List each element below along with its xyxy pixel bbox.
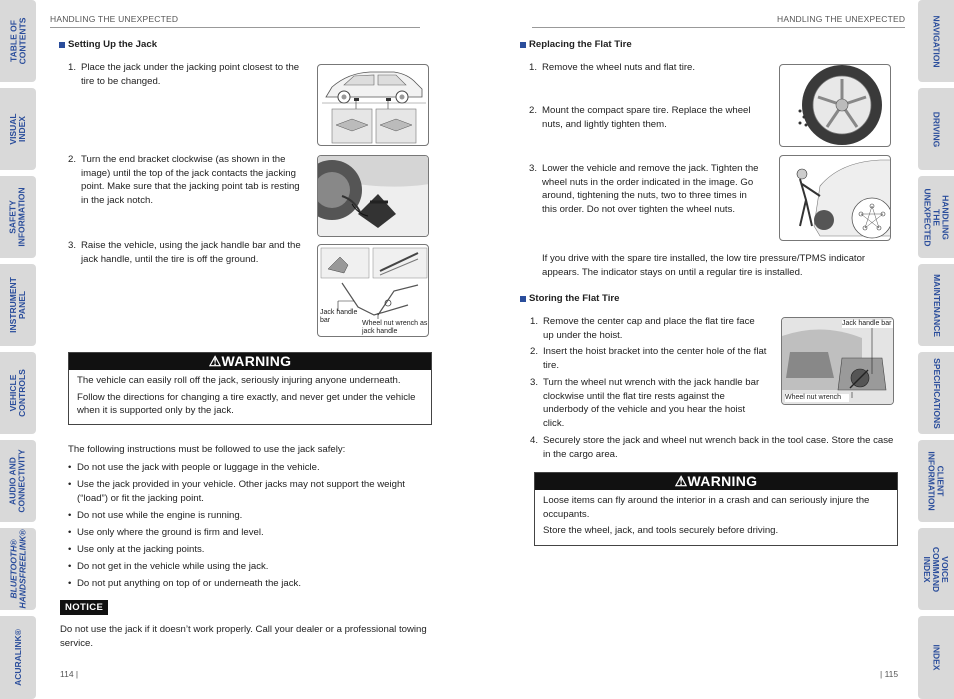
tab-vehicle-controls[interactable]: VEHICLE CONTROLS	[0, 352, 36, 434]
tab-acuralink[interactable]: ACURALINK®	[0, 616, 36, 699]
tab-safety-information[interactable]: SAFETY INFORMATION	[0, 176, 36, 258]
warning-line: Store the wheel, jack, and tools securely before driving.	[543, 525, 779, 536]
notice-text: Do not use the jack if it doesn’t work properly. Call your dealer or a professional towing service.	[60, 624, 427, 649]
jack-step-3: 3. Raise the vehicle, using the jack handle bar and the jack handle, until the tire is off the ground.	[68, 240, 301, 265]
running-head-right: HANDLING THE UNEXPECTED	[777, 14, 906, 24]
label-jack-handle-bar: Jack handle bar	[320, 309, 358, 324]
warning-line: The vehicle can easily roll off the jack, seriously injuring anyone underneath.	[77, 375, 401, 386]
section-marker-icon	[520, 296, 526, 302]
section-title-storing-flat-tire: Storing the Flat Tire	[520, 293, 619, 304]
tab-maintenance[interactable]: MAINTENANCE	[918, 264, 954, 346]
tab-specifications[interactable]: SPECIFICATIONS	[918, 352, 954, 434]
figure-jack-handle	[317, 244, 429, 337]
head-rule-right	[532, 27, 905, 28]
jack-safety-intro: The following instructions must be followed to use the jack safely:	[68, 444, 346, 455]
tab-driving[interactable]: DRIVING	[918, 88, 954, 170]
right-chapter-tabs	[918, 0, 954, 699]
tab-handling-the-unexpected[interactable]: HANDLING THE UNEXPECTED	[918, 176, 954, 258]
warning-heading: ⚠WARNING	[69, 353, 431, 370]
notice-badge: NOTICE	[60, 600, 108, 615]
warning-heading: ⚠WARNING	[535, 473, 897, 490]
tightening-illustration	[780, 156, 891, 241]
label-wheel-nut-wrench: Wheel nut wrench	[785, 394, 849, 402]
page-number-left: 114 |	[60, 669, 79, 679]
figure-tighten-nuts	[779, 155, 891, 241]
figure-jacking-points	[317, 64, 429, 146]
section-marker-icon	[520, 42, 526, 48]
warning-box-loose-items	[534, 472, 898, 546]
car-jacking-illustration	[318, 65, 429, 146]
tab-client-information[interactable]: CLIENT INFORMATION	[918, 440, 954, 522]
jack-step-2: 2. Turn the end bracket clockwise (as shown in the image) until the top of the jack contacts the jacking point. Make sure that the jacking point tab is resting in the jack notch.	[68, 154, 300, 206]
replace-step-1: 1. Remove the wheel nuts and flat tire.	[529, 62, 696, 73]
figure-jack-bracket	[317, 155, 429, 237]
label-jack-handle-bar: Jack handle bar	[842, 320, 894, 328]
jack-bracket-illustration	[318, 156, 429, 237]
tab-visual-index[interactable]: VISUAL INDEX	[0, 88, 36, 170]
tab-navigation[interactable]: NAVIGATION	[918, 0, 954, 82]
label-wheel-nut-wrench: Wheel nut wrench as jack handle	[362, 320, 428, 335]
store-step-1: 1. Remove the center cap and place the flat tire face up under the hoist.	[530, 316, 755, 341]
running-head-left: HANDLING THE UNEXPECTED	[50, 14, 179, 24]
tab-voice-command-index[interactable]: VOICE COMMAND INDEX	[918, 528, 954, 610]
tab-bluetooth-handsfreelink[interactable]: BLUETOOTH® HANDSFREELINK®	[0, 528, 36, 610]
tab-table-of-contents[interactable]: TABLE OF CONTENTS	[0, 0, 36, 82]
list-item: • Do not use while the engine is running.	[68, 509, 432, 523]
store-step-4: 4. Securely store the jack and wheel nut wrench back in the tool case. Store the case in the cargo area.	[530, 435, 894, 460]
store-step-2: 2. Insert the hoist bracket into the center hole of the flat tire.	[530, 346, 767, 371]
section-marker-icon	[59, 42, 65, 48]
section-title-setting-up-jack: Setting Up the Jack	[59, 39, 157, 50]
tab-instrument-panel[interactable]: INSTRUMENT PANEL	[0, 264, 36, 346]
list-item: • Do not use the jack with people or luggage in the vehicle.	[68, 461, 432, 475]
list-item: • Use only at the jacking points.	[68, 543, 432, 557]
tab-index[interactable]: INDEX	[918, 616, 954, 699]
figure-store-tire	[781, 317, 894, 405]
list-item: • Use the jack provided in your vehicle. Other jacks may not support the weight (“load”) or fit the jacking point.	[68, 478, 432, 505]
warning-line: Follow the directions for changing a tire exactly, and never get under the vehicle when it is supported only by the jack.	[77, 391, 416, 416]
jack-safety-list	[68, 461, 432, 594]
list-item: • Do not put anything on top of or underneath the jack.	[68, 577, 432, 591]
replace-step-3: 3. Lower the vehicle and remove the jack. Tighten the wheel nuts in the order indicated in the image. Go around, tightening the nuts, two to three times in this order. Do not over tighten the wheel nuts.	[529, 163, 759, 215]
jack-step-1: 1. Place the jack under the jacking point closest to the tire to be changed.	[68, 62, 300, 87]
figure-wheel-removal	[779, 64, 891, 147]
cargo-hoist-illustration	[782, 318, 894, 405]
warning-box-jack	[68, 352, 432, 425]
list-item: • Do not get in the vehicle while using the jack.	[68, 560, 432, 574]
store-step-3: 3. Turn the wheel nut wrench with the jack handle bar clockwise until the flat tire rests against the underbody of the vehicle and you hear the hoist click.	[530, 377, 760, 429]
tab-audio-connectivity[interactable]: AUDIO AND CONNECTIVITY	[0, 440, 36, 522]
list-item: • Use only where the ground is firm and level.	[68, 526, 432, 540]
tpms-note: If you drive with the spare tire installed, the low tire pressure/TPMS indicator appears. The indicator stays on until a regular tire is installed.	[542, 253, 866, 278]
replace-step-2: 2. Mount the compact spare tire. Replace the wheel nuts, and lightly tighten them.	[529, 105, 751, 130]
wheel-illustration	[780, 65, 891, 147]
warning-line: Loose items can fly around the interior in a crash and can seriously injure the occupants.	[543, 495, 870, 520]
section-title-replacing-flat-tire: Replacing the Flat Tire	[520, 39, 632, 50]
page-number-right: | 115	[880, 669, 899, 679]
head-rule-left	[50, 27, 420, 28]
left-chapter-tabs	[0, 0, 36, 699]
